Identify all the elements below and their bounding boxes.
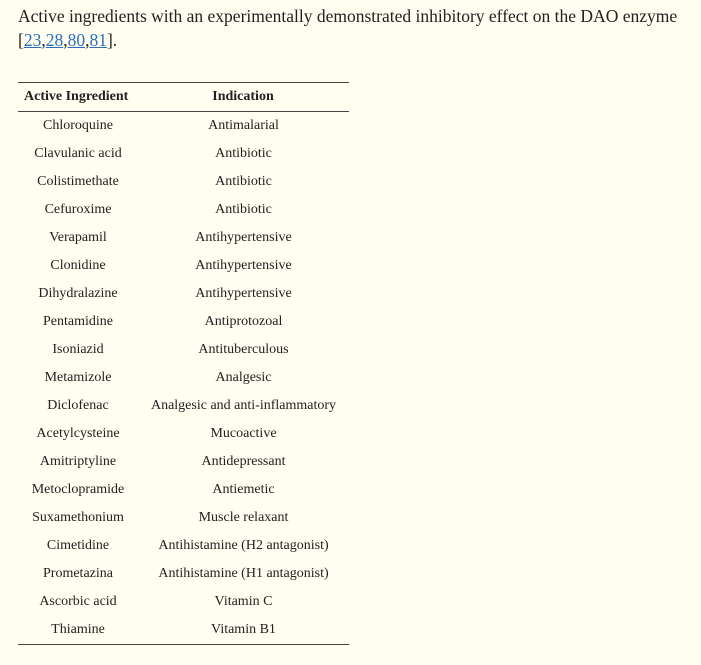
cell-active-ingredient: Diclofenac: [47, 398, 109, 413]
table-row: [18, 224, 349, 252]
cell-indication: Muscle relaxant: [198, 510, 289, 525]
cell-active-ingredient: Amitriptyline: [39, 454, 117, 469]
cell-active-ingredient: Thiamine: [51, 622, 105, 637]
cell-indication: Antihypertensive: [195, 286, 292, 301]
table-row: [18, 196, 349, 224]
header-active-ingredient: Active Ingredient: [24, 89, 129, 104]
cell-active-ingredient: Pentamidine: [43, 314, 113, 329]
table-row: [18, 392, 349, 420]
cell-active-ingredient: Prometazina: [43, 566, 113, 581]
reference-link-80[interactable]: 80: [67, 30, 86, 50]
table-row: [18, 280, 349, 308]
table-body: [18, 112, 349, 644]
table-row: [18, 616, 349, 644]
cell-active-ingredient: Isoniazid: [52, 342, 104, 357]
table-caption: [18, 4, 688, 52]
caption-text: Active ingredients with an experimentally demonstrated inhibitory effect on the DAO enzyme: [18, 6, 678, 26]
reference-link-28[interactable]: 28: [45, 30, 64, 50]
cell-indication: Antibiotic: [215, 202, 272, 217]
table-row: [18, 532, 349, 560]
cell-indication: Antimalarial: [208, 118, 279, 133]
table-row: [18, 476, 349, 504]
table-row: [18, 112, 349, 140]
table-row: [18, 504, 349, 532]
table-row: [18, 560, 349, 588]
cell-indication: Antihistamine (H2 antagonist): [158, 538, 329, 553]
cell-active-ingredient: Dihydralazine: [38, 286, 118, 301]
reference-link-23[interactable]: 23: [23, 30, 42, 50]
cell-indication: Antiemetic: [212, 482, 275, 497]
cell-active-ingredient: Acetylcysteine: [36, 426, 120, 441]
cell-active-ingredient: Colistimethate: [37, 174, 119, 189]
cell-indication: Antibiotic: [215, 174, 272, 189]
cell-indication: Vitamin B1: [211, 622, 276, 637]
cell-indication: Vitamin C: [214, 594, 273, 609]
cell-active-ingredient: Cimetidine: [46, 538, 110, 553]
cell-indication: Antidepressant: [201, 454, 286, 469]
cell-indication: Antihypertensive: [195, 230, 292, 245]
table-row: [18, 448, 349, 476]
cell-active-ingredient: Metamizole: [44, 370, 112, 385]
cell-active-ingredient: Clonidine: [50, 258, 106, 273]
table-header: [18, 83, 349, 111]
table-row: [18, 168, 349, 196]
cell-active-ingredient: Cefuroxime: [44, 202, 112, 217]
cell-indication: Antituberculous: [198, 342, 289, 357]
caption-references: [23,28,80,81].: [18, 30, 118, 50]
table-row: [18, 140, 349, 168]
table-row: [18, 588, 349, 616]
cell-active-ingredient: Ascorbic acid: [39, 594, 117, 609]
table-row: [18, 308, 349, 336]
table-row: [18, 364, 349, 392]
cell-indication: Antibiotic: [215, 146, 272, 161]
cell-active-ingredient: Suxamethonium: [32, 510, 124, 525]
reference-link-81[interactable]: 81: [89, 30, 107, 50]
cell-indication: Antihistamine (H1 antagonist): [158, 566, 329, 581]
cell-indication: Analgesic and anti-inflammatory: [150, 398, 337, 413]
cell-active-ingredient: Metoclopramide: [31, 482, 125, 497]
cell-indication: Antihypertensive: [195, 258, 292, 273]
table-bottom-rule: [18, 644, 349, 645]
header-indication: Indication: [212, 89, 274, 104]
cell-active-ingredient: Chloroquine: [43, 118, 113, 133]
cell-indication: Antiprotozoal: [204, 314, 283, 329]
cell-active-ingredient: Verapamil: [49, 230, 107, 245]
table-row: [18, 336, 349, 364]
cell-indication: Mucoactive: [210, 426, 277, 441]
cell-active-ingredient: Clavulanic acid: [34, 146, 122, 161]
cell-indication: Analgesic: [215, 370, 272, 385]
table-row: [18, 252, 349, 280]
table-row: [18, 420, 349, 448]
